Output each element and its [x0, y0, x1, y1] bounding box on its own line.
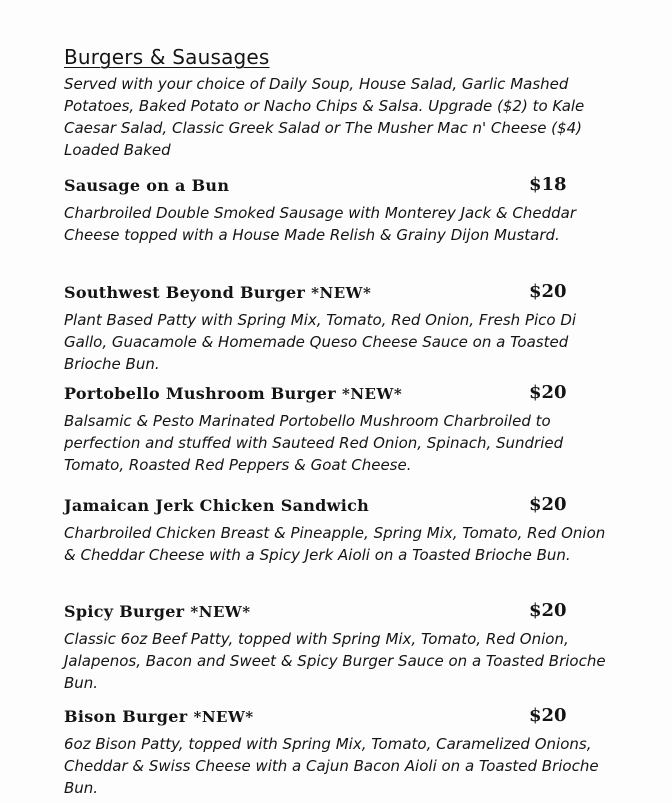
menu-item-header	[64, 707, 632, 731]
section-intro: Served with your choice of Daily Soup, House Salad, Garlic Mashed Potatoes, Baked Potato or Nacho Chips & Salsa. Upgrade ($2) to Kale Caesar Salad, Classic Greek Salad or The Musher Mac n' Cheese ($4) Loaded Baked	[64, 75, 585, 159]
menu-item-bison-burger	[64, 707, 632, 799]
menu-item-header	[64, 176, 632, 200]
menu-item-description: Classic 6oz Beef Patty, topped with Spring Mix, Tomato, Red Onion, Jalapenos, Bacon and Sweet & Spicy Burger Sauce on a Toasted Brioche Bun.	[64, 630, 606, 692]
menu-item-description: Balsamic & Pesto Marinated Portobello Mushroom Charbroiled to perfection and stuffed with Sauteed Red Onion, Spinach, Sundried Tomato, Roasted Red Peppers & Goat Cheese.	[64, 412, 564, 474]
menu-item-tag: *NEW*	[311, 284, 372, 302]
menu-item-tag: *NEW*	[193, 708, 254, 726]
menu-item-price: $20	[529, 382, 567, 403]
menu-item-name: Southwest Beyond Burger	[64, 283, 306, 302]
section-title: Burgers & Sausages	[64, 45, 270, 69]
menu-item-tag: *NEW*	[190, 603, 251, 621]
menu-item-description: Plant Based Patty with Spring Mix, Tomato, Red Onion, Fresh Pico Di Gallo, Guacamole & Homemade Queso Cheese Sauce on a Toasted Brioche Bun.	[64, 311, 577, 373]
menu-item-price: $20	[529, 600, 567, 621]
menu-item-header	[64, 384, 632, 408]
menu-item-header	[64, 602, 632, 626]
menu-item-name: Bison Burger	[64, 707, 188, 726]
menu-item-jamaican-jerk-chicken-sandwich	[64, 496, 632, 566]
menu-item-description: Charbroiled Double Smoked Sausage with Monterey Jack & Cheddar Cheese topped with a House Made Relish & Grainy Dijon Mustard.	[64, 204, 576, 244]
menu-item-price: $18	[529, 174, 567, 195]
menu-item-tag: *NEW*	[341, 385, 403, 403]
menu-item-southwest-beyond-burger	[64, 283, 632, 375]
menu-item-price: $20	[529, 494, 567, 515]
menu-item-description: Charbroiled Chicken Breast & Pineapple, Spring Mix, Tomato, Red Onion & Cheddar Cheese with a Spicy Jerk Aioli on a Toasted Brioche Bun.	[64, 524, 606, 564]
menu-item-description: 6oz Bison Patty, topped with Spring Mix, Tomato, Caramelized Onions, Cheddar & Swiss Cheese with a Cajun Bacon Aioli on a Toasted Brioche Bun.	[64, 735, 599, 797]
menu-item-name: Spicy Burger	[64, 602, 185, 621]
menu-item-name: Portobello Mushroom Burger	[64, 384, 336, 403]
menu-item-header	[64, 496, 632, 520]
menu-item-header	[64, 283, 632, 307]
menu-item-name: Sausage on a Bun	[64, 176, 230, 195]
menu-item-portobello-mushroom-burger	[64, 384, 632, 476]
menu-item-price: $20	[529, 281, 567, 302]
menu-item-name: Jamaican Jerk Chicken Sandwich	[64, 496, 370, 515]
menu-item-price: $20	[529, 705, 567, 726]
menu-item-sausage-on-a-bun	[64, 176, 632, 246]
menu-item-spicy-burger	[64, 602, 632, 694]
